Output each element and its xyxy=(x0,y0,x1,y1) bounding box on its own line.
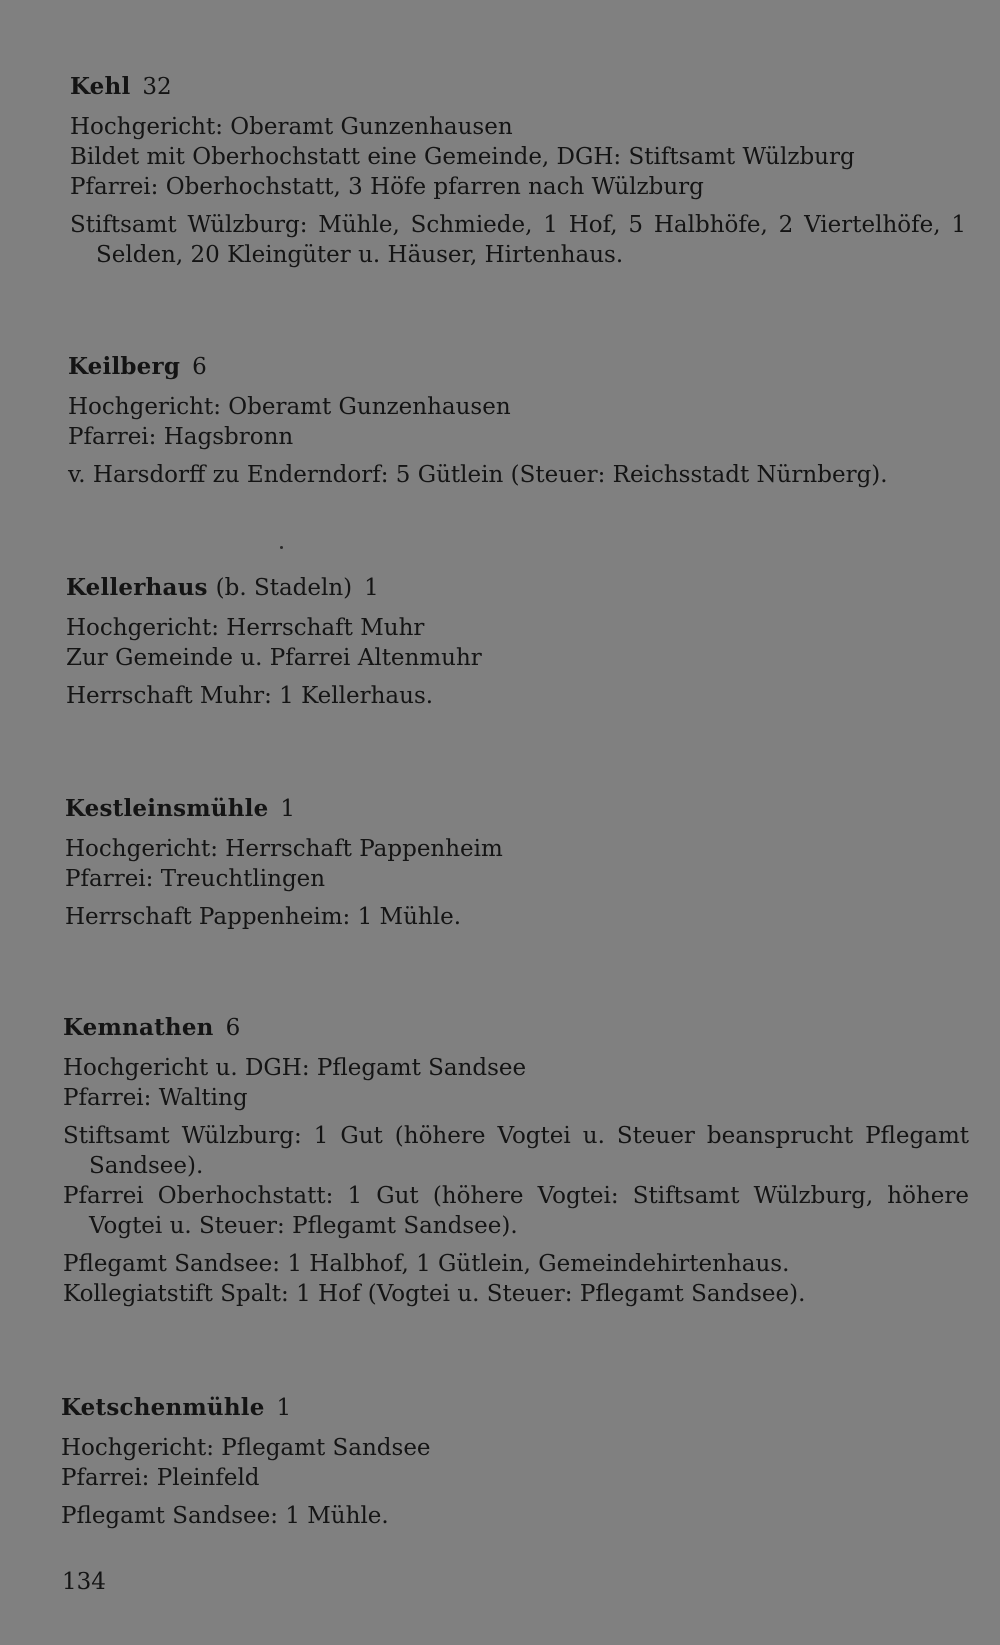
court-line: Hochgericht: Pflegamt Sandsee xyxy=(61,1435,431,1461)
parish-line: Pfarrei: Walting xyxy=(63,1085,248,1111)
household-count: 1 xyxy=(276,1395,292,1421)
place-name: Keilberg xyxy=(68,353,181,380)
entry-ketschenmuehle xyxy=(61,1393,941,1531)
entry-heading xyxy=(65,794,945,824)
household-count: 6 xyxy=(225,1015,241,1041)
parish-line: Pfarrei: Treuchtlingen xyxy=(65,866,326,892)
entry-kellerhaus xyxy=(66,573,946,711)
holding-paragraph: Pflegamt Sandsee: 1 Halbhof, 1 Gütlein, Gemeindehirtenhaus. xyxy=(63,1251,790,1277)
household-count: 6 xyxy=(192,354,207,380)
page-number: 134 xyxy=(62,1569,106,1595)
court-line: Hochgericht: Oberamt Gunzenhausen xyxy=(68,394,511,420)
holdings-block xyxy=(70,210,966,270)
parish-line: Pfarrei: Pleinfeld xyxy=(61,1465,260,1491)
holdings-block xyxy=(66,681,946,711)
place-name: Kellerhaus xyxy=(66,574,208,601)
holding-paragraph: Herrschaft Muhr: 1 Kellerhaus. xyxy=(66,683,434,709)
holdings-block xyxy=(63,1121,969,1241)
entry-kemnathen xyxy=(63,1013,969,1309)
place-name: Kemnathen xyxy=(63,1014,214,1041)
court-line: Hochgericht: Oberamt Gunzenhausen xyxy=(70,114,513,140)
household-count: 32 xyxy=(142,74,172,100)
print-speck xyxy=(280,546,283,549)
entry-heading xyxy=(66,573,946,603)
court-line: Hochgericht: Herrschaft Muhr xyxy=(66,615,425,641)
parish-line: Zur Gemeinde u. Pfarrei Altenmuhr xyxy=(66,645,482,671)
holdings-block xyxy=(61,1501,941,1531)
household-count: 1 xyxy=(280,796,296,822)
place-name: Kestleinsmühle xyxy=(65,795,269,822)
holdings-block xyxy=(65,902,945,932)
location-note: (b. Stadeln) xyxy=(215,575,353,601)
entry-kehl xyxy=(70,72,966,270)
holding-paragraph: Kollegiatstift Spalt: 1 Hof (Vogtei u. Steuer: Pflegamt Sandsee). xyxy=(63,1281,806,1307)
entry-heading xyxy=(68,352,948,382)
court-line: Hochgericht u. DGH: Pflegamt Sandsee xyxy=(63,1055,527,1081)
court-line: Hochgericht: Herrschaft Pappenheim xyxy=(65,836,503,862)
parish-line: Pfarrei: Hagsbronn xyxy=(68,424,294,450)
holding-paragraph: Pfarrei Oberhochstatt: 1 Gut (höhere Vogtei: Stiftsamt Wülzburg, höhere Vogtei u. Steuer: Pflegamt Sandsee). xyxy=(63,1183,969,1239)
parish-line: Pfarrei: Oberhochstatt, 3 Höfe pfarren nach Wülzburg xyxy=(70,174,704,200)
holding-paragraph: Herrschaft Pappenheim: 1 Mühle. xyxy=(65,904,462,930)
holdings-block xyxy=(68,460,948,490)
holding-paragraph: Stiftsamt Wülzburg: 1 Gut (höhere Vogtei u. Steuer beansprucht Pflegamt Sandsee). xyxy=(63,1123,969,1179)
holding-paragraph: v. Harsdorff zu Enderndorf: 5 Gütlein (Steuer: Reichsstadt Nürnberg). xyxy=(68,462,888,488)
place-name: Kehl xyxy=(70,73,131,100)
entry-heading xyxy=(70,72,950,102)
entry-kestleinsmuehle xyxy=(65,794,945,932)
place-name: Ketschenmühle xyxy=(61,1394,265,1421)
holding-paragraph: Stiftsamt Wülzburg: Mühle, Schmiede, 1 Hof, 5 Halbhöfe, 2 Viertelhöfe, 1 Selden, 20 Kleingüter u. Häuser, Hirtenhaus. xyxy=(70,212,966,268)
community-line: Bildet mit Oberhochstatt eine Gemeinde, DGH: Stiftsamt Wülzburg xyxy=(70,144,855,170)
holding-paragraph: Pflegamt Sandsee: 1 Mühle. xyxy=(61,1503,389,1529)
holdings-block xyxy=(63,1249,943,1309)
entry-heading xyxy=(63,1013,943,1043)
entry-keilberg xyxy=(68,352,948,490)
entry-heading xyxy=(61,1393,941,1423)
household-count: 1 xyxy=(364,575,379,601)
